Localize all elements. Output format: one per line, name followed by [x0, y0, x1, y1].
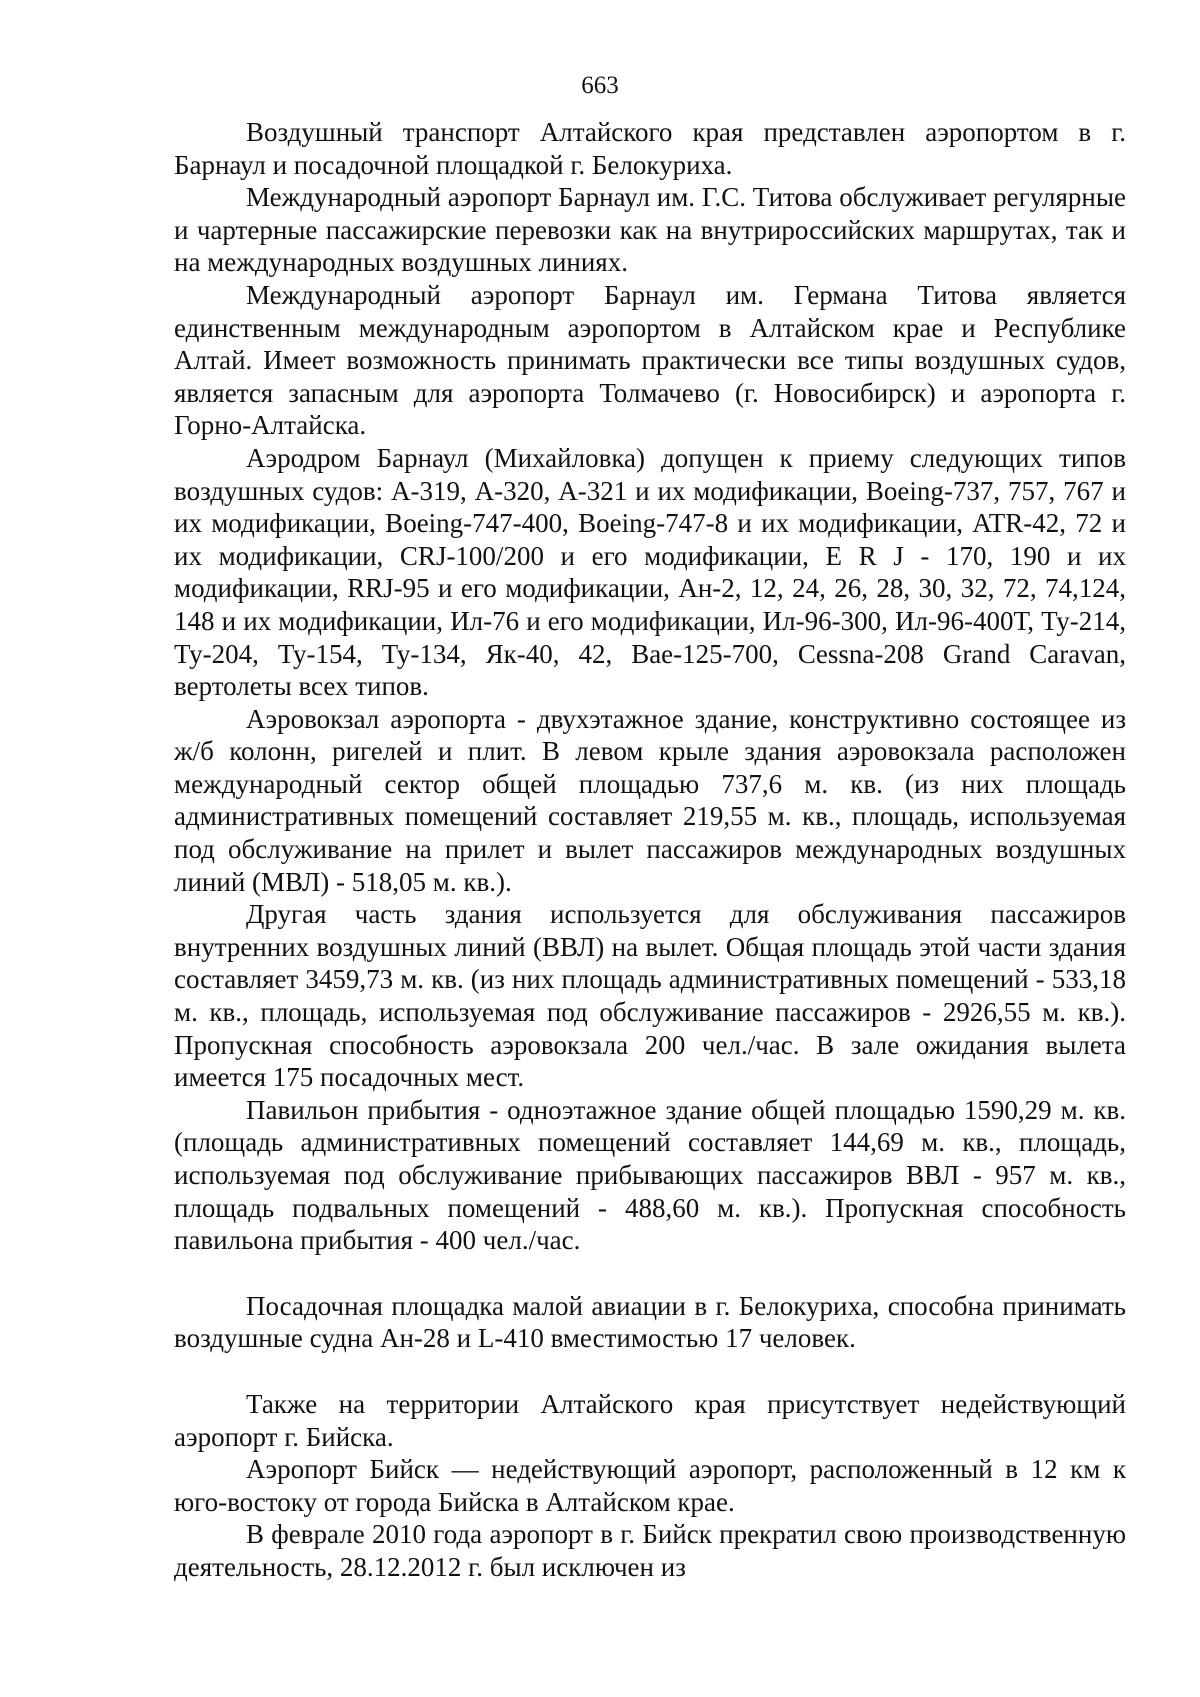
paragraph-barnaul-airport-services: Международный аэропорт Барнаул им. Г.С. Титова обслуживает регулярные и чартерные пассажирские перевозки как на внутрироссийских маршрутах, так и на международных воздушных линиях. [174, 182, 1126, 278]
page-number: 663 [581, 72, 619, 99]
document-body [174, 116, 1126, 1584]
paragraph-belokurikha-landing-site: Посадочная площадка малой авиации в г. Белокуриха, способна принимать воздушные судна Ан-28 и L-410 вместимостью 17 человек. [174, 1290, 1126, 1354]
paragraph-barnaul-airport-international: Международный аэропорт Барнаул им. Германа Титова является единственным международным аэропортом в Алтайском крае и Республике Алтай. Имеет возможность принимать практически все типы воздушных судов, является запасным для аэропорта Толмачево (г. Новосибирск) и аэропорта г. Горно-Алтайска. [174, 279, 1126, 441]
paragraph-domestic-sector: Другая часть здания используется для обслуживания пассажиров внутренних воздушных линий (ВВЛ) на вылет. Общая площадь этой части здания составляет 3459,73 м. кв. (из них площадь административных помещений - 533,18 м. кв., площадь, используемая под обслуживание пассажиров - 2926,55 м. кв.). Пропускная способность аэровокзала 200 чел./час. В зале ожидания вылета имеется 175 посадочных мест. [174, 899, 1126, 1093]
paragraph-terminal-building: Аэровокзал аэропорта - двухэтажное здание, конструктивно состоящее из ж/б колонн, ригелей и плит. В левом крыле здания аэровокзала расположен международный сектор общей площадью 737,6 м. кв. (из них площадь административных помещений составляет 219,55 м. кв., площадь, используемая под обслуживание на прилет и вылет пассажиров международных воздушных линий (МВЛ) - 518,05 м. кв.). [174, 703, 1126, 897]
paragraph-biysk-closure: В феврале 2010 года аэропорт в г. Бийск прекратил свою производственную деятельность, 28.12.2012 г. был исключен из [174, 1519, 1126, 1582]
paragraph-aircraft-types: Аэродром Барнаул (Михайловка) допущен к приему следующих типов воздушных судов: А-319, А-320, А-321 и их модификации, Boeing-737, 757, 767 и их модификации, Boeing-747-400, Boeing-747-8 и их модификации, ATR-42, 72 и их модификации, CRJ-100/200 и его модификации, E R J - 170, 190 и их модификации, RRJ-95 и его модификации, Ан-2, 12, 24, 26, 28, 30, 32, 72, 74,124, 148 и их модификации, Ил-76 и его модификации, Ил-96-300, Ил-96-400Т, Ту-214, Ту-204, Ту-154, Ту-134, Як-40, 42, Bae-125-700, Cessna-208 Grand Caravan, вертолеты всех типов. [174, 442, 1126, 702]
paragraph-arrival-pavilion: Павильон прибытия - одноэтажное здание общей площадью 1590,29 м. кв. (площадь административных помещений составляет 144,69 м. кв., площадь, используемая под обслуживание прибывающих пассажиров ВВЛ - 957 м. кв., площадь подвальных помещений - 488,60 м. кв.). Пропускная способность павильона прибытия - 400 чел./час. [174, 1094, 1126, 1256]
paragraph-air-transport: Воздушный транспорт Алтайского края представлен аэропортом в г. Барнаул и посадочной площадкой г. Белокуриха. [174, 117, 1126, 180]
paragraph-biysk-intro: Также на территории Алтайского края присутствует недействующий аэропорт г. Бийска. [174, 1388, 1126, 1452]
paragraph-biysk-location: Аэропорт Бийск — недействующий аэропорт, расположенный в 12 км к юго-востоку от города Бийска в Алтайском крае. [174, 1454, 1126, 1517]
